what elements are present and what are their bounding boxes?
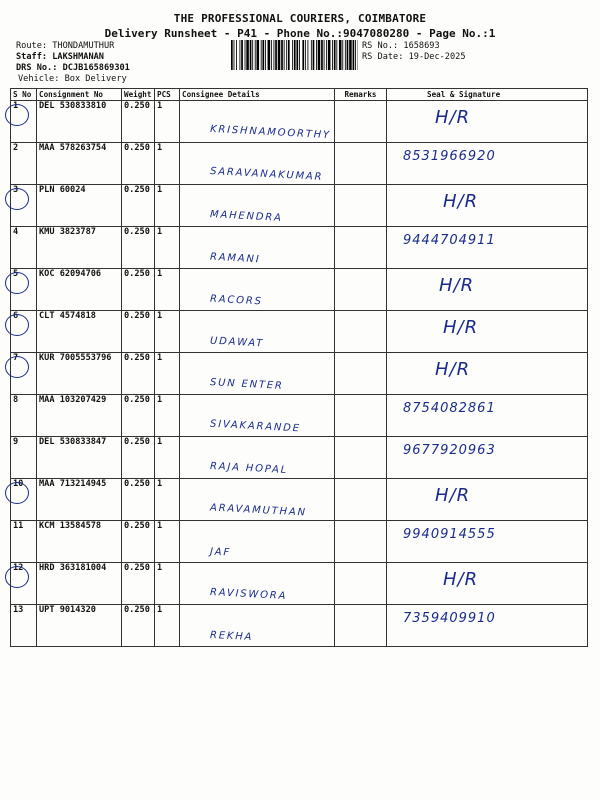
consignment-no-cell-text: KCM 13584578 bbox=[39, 521, 102, 531]
sno-cell-text: 1 bbox=[13, 101, 19, 111]
pcs-cell bbox=[155, 605, 180, 647]
barcode-bar bbox=[245, 40, 246, 70]
weight-cell bbox=[122, 479, 155, 521]
signature-cell bbox=[387, 269, 588, 311]
pcs-cell-text: 1 bbox=[157, 521, 163, 531]
consignment-no-cell-text: DEL 530833847 bbox=[39, 437, 107, 447]
consignment-no-cell-text: KMU 3823787 bbox=[39, 227, 96, 237]
barcode-bar bbox=[347, 40, 349, 70]
sno-cell bbox=[11, 143, 37, 185]
weight-cell-text: 0.250 bbox=[124, 521, 150, 531]
handwritten-signature: H/R bbox=[443, 569, 479, 590]
rs-date-line bbox=[362, 52, 466, 63]
consignee-handwritten-name: UDAWAT bbox=[209, 335, 265, 350]
consignment-no-cell bbox=[37, 143, 122, 185]
barcode-bar bbox=[257, 40, 260, 70]
staff-line bbox=[16, 52, 104, 63]
sno-cell-text: 2 bbox=[13, 143, 19, 153]
barcode-bar bbox=[308, 40, 309, 70]
barcode-bar bbox=[332, 40, 333, 70]
table-row bbox=[11, 185, 588, 227]
signature-cell bbox=[387, 143, 588, 185]
pcs-cell bbox=[155, 227, 180, 269]
signature-cell bbox=[387, 605, 588, 647]
weight-cell-text: 0.250 bbox=[124, 353, 150, 363]
vehicle-label: Vehicle: bbox=[18, 74, 60, 84]
sno-cell bbox=[11, 521, 37, 563]
barcode-bar bbox=[278, 40, 281, 70]
consignee-handwritten-name: SUN ENTER bbox=[209, 377, 284, 392]
barcode-bar bbox=[326, 40, 327, 70]
table-row bbox=[11, 101, 588, 143]
remarks-cell bbox=[335, 185, 387, 227]
handwritten-circle-mark bbox=[5, 104, 29, 126]
consignment-no-cell bbox=[37, 185, 122, 227]
barcode-bar bbox=[268, 40, 271, 70]
consignee-cell bbox=[180, 269, 335, 311]
barcode-bar bbox=[286, 40, 287, 70]
barcode-bar bbox=[275, 40, 277, 70]
consignment-no-cell bbox=[37, 101, 122, 143]
pcs-cell-text: 1 bbox=[157, 479, 163, 489]
consignment-no-cell bbox=[37, 437, 122, 479]
signature-cell bbox=[387, 521, 588, 563]
barcode-bar bbox=[262, 40, 264, 70]
barcode-bar bbox=[271, 40, 272, 70]
signature-cell bbox=[387, 185, 588, 227]
signature-cell bbox=[387, 101, 588, 143]
weight-cell-text: 0.250 bbox=[124, 185, 150, 195]
consignee-cell bbox=[180, 353, 335, 395]
table-row bbox=[11, 227, 588, 269]
consignment-no-cell-text: KUR 7005553796 bbox=[39, 353, 112, 363]
sno-cell-text: 5 bbox=[13, 269, 19, 279]
barcode-bar bbox=[292, 40, 293, 70]
handwritten-signature: 9444704911 bbox=[403, 233, 496, 248]
weight-cell bbox=[122, 227, 155, 269]
barcode-bar bbox=[241, 40, 243, 70]
consignment-no-cell-text: MAA 578263754 bbox=[39, 143, 107, 153]
pcs-cell-text: 1 bbox=[157, 395, 163, 405]
handwritten-signature: 8531966920 bbox=[403, 149, 496, 164]
drs-label: DRS No.: bbox=[16, 63, 58, 73]
consignment-no-cell bbox=[37, 563, 122, 605]
weight-cell bbox=[122, 521, 155, 563]
rs-date-value: 19-Dec-2025 bbox=[408, 52, 466, 62]
barcode-bar bbox=[339, 40, 342, 70]
sno-cell bbox=[11, 563, 37, 605]
consignee-cell bbox=[180, 143, 335, 185]
barcode-bar bbox=[328, 40, 331, 70]
barcode-bar bbox=[313, 40, 315, 70]
route-line bbox=[16, 41, 114, 52]
barcode-bar bbox=[334, 40, 336, 70]
handwritten-signature: H/R bbox=[439, 275, 475, 296]
weight-cell bbox=[122, 437, 155, 479]
pcs-cell bbox=[155, 563, 180, 605]
remarks-cell bbox=[335, 479, 387, 521]
signature-cell bbox=[387, 353, 588, 395]
remarks-cell bbox=[335, 395, 387, 437]
consignee-handwritten-name: JAF bbox=[209, 546, 232, 559]
remarks-cell bbox=[335, 311, 387, 353]
sno-cell-text: 12 bbox=[13, 563, 24, 573]
consignee-handwritten-name: RACORS bbox=[209, 293, 264, 308]
sno-cell-text: 4 bbox=[13, 227, 19, 237]
pcs-cell-text: 1 bbox=[157, 437, 163, 447]
table-row bbox=[11, 311, 588, 353]
pcs-cell-text: 1 bbox=[157, 227, 163, 237]
sno-cell bbox=[11, 479, 37, 521]
consignment-no-cell-text: DEL 530833810 bbox=[39, 101, 107, 111]
pcs-cell bbox=[155, 185, 180, 227]
weight-cell-text: 0.250 bbox=[124, 437, 150, 447]
sno-cell-text: 3 bbox=[13, 185, 19, 195]
pcs-cell bbox=[155, 437, 180, 479]
rs-no-line bbox=[362, 41, 440, 52]
table-row bbox=[11, 605, 588, 647]
handwritten-circle-mark bbox=[5, 188, 29, 210]
route-value: THONDAMUTHUR bbox=[52, 41, 115, 51]
pcs-cell bbox=[155, 143, 180, 185]
signature-cell bbox=[387, 395, 588, 437]
barcode-bar bbox=[305, 40, 306, 70]
barcode-bar bbox=[355, 40, 356, 70]
remarks-cell bbox=[335, 143, 387, 185]
consignee-cell bbox=[180, 395, 335, 437]
table-row bbox=[11, 437, 588, 479]
table-row bbox=[11, 143, 588, 185]
handwritten-signature: H/R bbox=[435, 485, 471, 506]
rs-date-label: RS Date: bbox=[362, 52, 404, 62]
barcode-bar bbox=[349, 40, 352, 70]
barcode-bar bbox=[299, 40, 300, 70]
rs-no-label: RS No.: bbox=[362, 41, 399, 51]
vehicle-value: Box Delivery bbox=[64, 74, 127, 84]
pcs-cell bbox=[155, 521, 180, 563]
column-header-weight: Weight bbox=[122, 89, 155, 101]
consignee-handwritten-name: SARAVANAKUMAR bbox=[209, 166, 324, 183]
drs-line bbox=[16, 63, 130, 74]
consignment-no-cell bbox=[37, 605, 122, 647]
handwritten-circle-mark bbox=[5, 482, 29, 504]
staff-value: LAKSHMANAN bbox=[52, 52, 104, 62]
consignee-handwritten-name: ARAVAMUTHAN bbox=[209, 502, 308, 519]
sno-cell-text: 13 bbox=[13, 605, 24, 615]
pcs-cell bbox=[155, 101, 180, 143]
consignment-no-cell-text: CLT 4574818 bbox=[39, 311, 96, 321]
barcode-image bbox=[231, 40, 358, 70]
consignment-no-cell-text: PLN 60024 bbox=[39, 185, 86, 195]
sno-cell-text: 11 bbox=[13, 521, 24, 531]
consignee-cell bbox=[180, 227, 335, 269]
pcs-cell-text: 1 bbox=[157, 353, 163, 363]
drs-value: DCJB165869301 bbox=[62, 63, 130, 73]
consignee-handwritten-name: MAHENDRA bbox=[209, 209, 283, 224]
handwritten-signature: H/R bbox=[443, 191, 479, 212]
table-header-row bbox=[11, 89, 588, 101]
consignee-cell bbox=[180, 479, 335, 521]
vehicle-line bbox=[18, 74, 127, 85]
pcs-cell bbox=[155, 353, 180, 395]
pcs-cell-text: 1 bbox=[157, 143, 163, 153]
weight-cell bbox=[122, 395, 155, 437]
consignment-no-cell bbox=[37, 311, 122, 353]
route-label: Route: bbox=[16, 41, 48, 51]
remarks-cell bbox=[335, 353, 387, 395]
signature-cell bbox=[387, 479, 588, 521]
handwritten-circle-mark bbox=[5, 356, 29, 378]
signature-cell bbox=[387, 311, 588, 353]
signature-cell bbox=[387, 227, 588, 269]
barcode-bar bbox=[318, 40, 321, 70]
consignee-handwritten-name: SIVAKARANDE bbox=[209, 418, 302, 435]
handwritten-circle-mark bbox=[5, 566, 29, 588]
barcode-bar bbox=[302, 40, 304, 70]
pcs-cell-text: 1 bbox=[157, 269, 163, 279]
consignment-no-cell bbox=[37, 227, 122, 269]
weight-cell-text: 0.250 bbox=[124, 395, 150, 405]
remarks-cell bbox=[335, 563, 387, 605]
consignee-cell bbox=[180, 563, 335, 605]
weight-cell-text: 0.250 bbox=[124, 479, 150, 489]
barcode-bar bbox=[250, 40, 252, 70]
sno-cell bbox=[11, 437, 37, 479]
table-row bbox=[11, 269, 588, 311]
sno-cell bbox=[11, 269, 37, 311]
weight-cell-text: 0.250 bbox=[124, 563, 150, 573]
handwritten-signature: 8754082861 bbox=[403, 401, 496, 416]
barcode-bar bbox=[281, 40, 283, 70]
remarks-cell bbox=[335, 227, 387, 269]
weight-cell-text: 0.250 bbox=[124, 311, 150, 321]
barcode-bar bbox=[342, 40, 343, 70]
consignee-cell bbox=[180, 605, 335, 647]
consignment-no-cell-text: MAA 103207429 bbox=[39, 395, 107, 405]
column-header-consignment: Consignment No bbox=[37, 89, 122, 101]
runsheet-subtitle: Delivery Runsheet - P41 - Phone No.:9047080280 - Page No.:1 bbox=[104, 27, 496, 40]
sno-cell-text: 6 bbox=[13, 311, 19, 321]
barcode-bar bbox=[296, 40, 298, 70]
sno-cell bbox=[11, 311, 37, 353]
consignee-cell bbox=[180, 437, 335, 479]
handwritten-signature: H/R bbox=[435, 107, 471, 128]
consignee-handwritten-name: RAMANI bbox=[209, 251, 261, 266]
sno-cell bbox=[11, 101, 37, 143]
handwritten-signature: 9677920963 bbox=[403, 443, 496, 458]
consignment-no-cell bbox=[37, 395, 122, 437]
barcode-bar bbox=[284, 40, 285, 70]
runsheet-table bbox=[10, 88, 588, 647]
barcode-bar bbox=[316, 40, 317, 70]
pcs-cell bbox=[155, 395, 180, 437]
handwritten-signature: H/R bbox=[443, 317, 479, 338]
consignee-handwritten-name: KRISHNAMOORTHY bbox=[209, 123, 332, 142]
consignment-no-cell bbox=[37, 479, 122, 521]
barcode-bar bbox=[240, 40, 241, 70]
weight-cell bbox=[122, 563, 155, 605]
table-row bbox=[11, 563, 588, 605]
handwritten-signature: 7359409910 bbox=[403, 611, 496, 626]
consignee-cell bbox=[180, 185, 335, 227]
table-row bbox=[11, 395, 588, 437]
barcode-bar bbox=[255, 40, 256, 70]
handwritten-signature: H/R bbox=[435, 359, 471, 380]
consignment-no-cell bbox=[37, 521, 122, 563]
sno-cell-text: 9 bbox=[13, 437, 19, 447]
barcode-bar bbox=[252, 40, 253, 70]
remarks-cell bbox=[335, 101, 387, 143]
pcs-cell-text: 1 bbox=[157, 101, 163, 111]
sno-cell bbox=[11, 605, 37, 647]
table-row bbox=[11, 521, 588, 563]
remarks-cell bbox=[335, 437, 387, 479]
rs-no-value: 1658693 bbox=[403, 41, 440, 51]
column-header-sno: S No bbox=[11, 89, 37, 101]
pcs-cell bbox=[155, 311, 180, 353]
barcode-bar bbox=[246, 40, 249, 70]
handwritten-circle-mark bbox=[5, 314, 29, 336]
weight-cell bbox=[122, 353, 155, 395]
barcode-bar bbox=[274, 40, 275, 70]
barcode-bar bbox=[311, 40, 312, 70]
weight-cell-text: 0.250 bbox=[124, 605, 150, 615]
sno-cell bbox=[11, 395, 37, 437]
weight-cell bbox=[122, 311, 155, 353]
consignee-cell bbox=[180, 521, 335, 563]
company-title: THE PROFESSIONAL COURIERS, COIMBATORE bbox=[173, 12, 427, 25]
table-row bbox=[11, 353, 588, 395]
consignment-no-cell bbox=[37, 269, 122, 311]
sno-cell-text: 10 bbox=[13, 479, 24, 489]
weight-cell-text: 0.250 bbox=[124, 101, 150, 111]
weight-cell bbox=[122, 143, 155, 185]
sno-cell-text: 8 bbox=[13, 395, 19, 405]
pcs-cell-text: 1 bbox=[157, 185, 163, 195]
consignment-no-cell-text: HRD 363181004 bbox=[39, 563, 107, 573]
sno-cell bbox=[11, 227, 37, 269]
barcode-bar bbox=[236, 40, 237, 70]
barcode-bar bbox=[345, 40, 346, 70]
column-header-signature: Seal & Signature bbox=[387, 89, 588, 101]
consignee-handwritten-name: RAVISWORA bbox=[209, 586, 288, 603]
weight-cell bbox=[122, 605, 155, 647]
signature-cell bbox=[387, 563, 588, 605]
pcs-cell-text: 1 bbox=[157, 311, 163, 321]
weight-cell-text: 0.250 bbox=[124, 227, 150, 237]
sno-cell bbox=[11, 185, 37, 227]
remarks-cell bbox=[335, 521, 387, 563]
weight-cell bbox=[122, 101, 155, 143]
consignee-cell bbox=[180, 101, 335, 143]
consignment-no-cell-text: KOC 62094706 bbox=[39, 269, 102, 279]
barcode-bar bbox=[234, 40, 235, 70]
consignment-no-cell-text: UPT 9014320 bbox=[39, 605, 96, 615]
consignee-cell bbox=[180, 311, 335, 353]
weight-cell-text: 0.250 bbox=[124, 143, 150, 153]
barcode-bar bbox=[294, 40, 296, 70]
consignment-no-cell bbox=[37, 353, 122, 395]
column-header-remarks: Remarks bbox=[335, 89, 387, 101]
consignee-handwritten-name: REKHA bbox=[209, 629, 254, 644]
pcs-cell-text: 1 bbox=[157, 605, 163, 615]
table-row bbox=[11, 479, 588, 521]
consignment-no-cell-text: MAA 713214945 bbox=[39, 479, 107, 489]
barcode-bar bbox=[321, 40, 323, 70]
staff-label: Staff: bbox=[16, 52, 48, 62]
sno-cell bbox=[11, 353, 37, 395]
barcode-bar bbox=[336, 40, 337, 70]
barcode-bar bbox=[231, 40, 233, 70]
weight-cell bbox=[122, 269, 155, 311]
column-header-pcs: PCS bbox=[155, 89, 180, 101]
pcs-cell-text: 1 bbox=[157, 563, 163, 573]
weight-cell-text: 0.250 bbox=[124, 269, 150, 279]
handwritten-signature: 9940914555 bbox=[403, 527, 496, 542]
sno-cell-text: 7 bbox=[13, 353, 19, 363]
barcode-bar bbox=[288, 40, 290, 70]
pcs-cell bbox=[155, 269, 180, 311]
barcode-bar bbox=[353, 40, 355, 70]
remarks-cell bbox=[335, 605, 387, 647]
handwritten-circle-mark bbox=[5, 272, 29, 294]
barcode-bar bbox=[265, 40, 266, 70]
remarks-cell bbox=[335, 269, 387, 311]
weight-cell bbox=[122, 185, 155, 227]
column-header-consignee: Consignee Details bbox=[180, 89, 335, 101]
barcode-bar bbox=[324, 40, 325, 70]
barcode-bar bbox=[261, 40, 262, 70]
consignee-handwritten-name: RAJA HOPAL bbox=[209, 460, 289, 477]
signature-cell bbox=[387, 437, 588, 479]
pcs-cell bbox=[155, 479, 180, 521]
